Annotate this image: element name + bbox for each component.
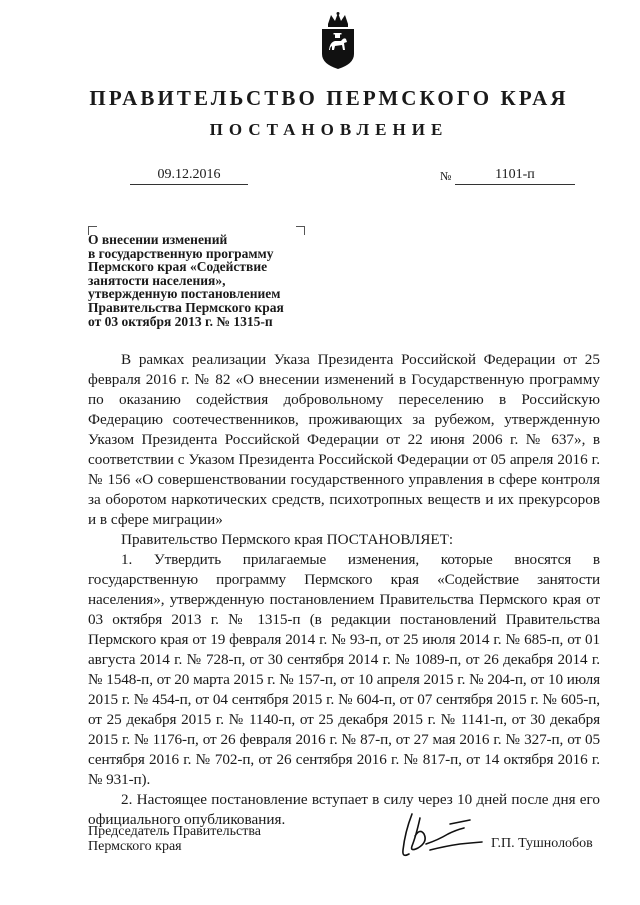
document-body [88,350,600,830]
subject-line: утвержденную постановлением [88,286,281,302]
subject-line: в государственную программу [88,245,274,261]
subject-line: Правительства Пермского края [88,299,284,315]
document-date: 09.12.2016 [130,166,248,185]
body-paragraph-item-2: 2. Настоящее постановление вступает в силу через 10 дней после дня его официального опубликования. [88,791,600,828]
signer-position-line: Председатель Правительства [88,824,261,839]
subject-heading [88,233,328,328]
signer-name: Г.П. Тушнолобов [491,836,593,851]
document-number-field [440,166,575,185]
coat-of-arms-icon [318,12,358,70]
body-paragraph-resolution: Правительство Пермского края ПОСТАНОВЛЯЕТ: [121,531,454,548]
subject-line: от 03 октября 2013 г. № 1315-п [88,313,273,329]
org-title: ПРАВИТЕЛЬСТВО ПЕРМСКОГО КРАЯ [89,86,569,110]
subject-line: занятости населения», [88,272,226,288]
document-type: ПОСТАНОВЛЕНИЕ [209,120,449,139]
document-number: 1101-п [455,166,575,185]
body-paragraph-item-1: 1. Утвердить прилагаемые изменения, которые вносятся в государственную программу Пермского края «Содействие занятости населения», утвержденную постановлением Правительства Пермского края от 03 октября 2013 г. № 1315-п (в редакции постановлений Правительства Пермского края от 19 февраля 2014 г. № 93-п, от 25 июля 2014 г. № 685-п, от 01 августа 2014 г. № 728-п, от 30 сентября 2014 г. № 1089-п, от 26 декабря 2014 г. № 1548-п, от 20 марта 2015 г. № 157-п, от 10 апреля 2015 г. № 204-п, от 10 июля 2015 г. № 454-п, от 04 сентября 2015 г. № 604-п, от 07 сентября 2015 г. № 605-п, от 25 декабря 2015 г. № 1140-п, от 25 декабря 2015 г. № 1141-п, от 30 декабря 2015 г. № 1176-п, от 26 февраля 2016 г. № 87-п, от 27 мая 2016 г. № 327-п, от 05 сентября 2016 г. № 702-п, от 26 сентября 2016 г. № 817-п, от 14 октября 2016 г. № 931-п). [88,551,600,788]
subject-line: Пермского края «Содействие [88,259,268,275]
signer-position-line: Пермского края [88,839,182,854]
handwritten-signature [390,806,490,862]
subject-line: О внесении изменений [88,232,228,247]
number-sign: № [440,169,452,183]
body-paragraph-preamble: В рамках реализации Указа Президента Российской Федерации от 25 февраля 2016 г. № 82 «О внесении изменений в Государственную программу по оказанию содействия добровольному переселению в Российскую Федерацию соотечественников, проживающих за рубежом, утвержденную Указом Президента Российской Федерации от 22 июня 2006 г. № 637», в соответствии с Указом Президента Российской Федерации от 05 апреля 2016 г. № 156 «О совершенствовании государственного управления в сфере контроля за оборотом наркотических средств, психотропных веществ и их прекурсоров и в сфере миграции» [88,351,600,528]
signer-position [88,824,261,854]
